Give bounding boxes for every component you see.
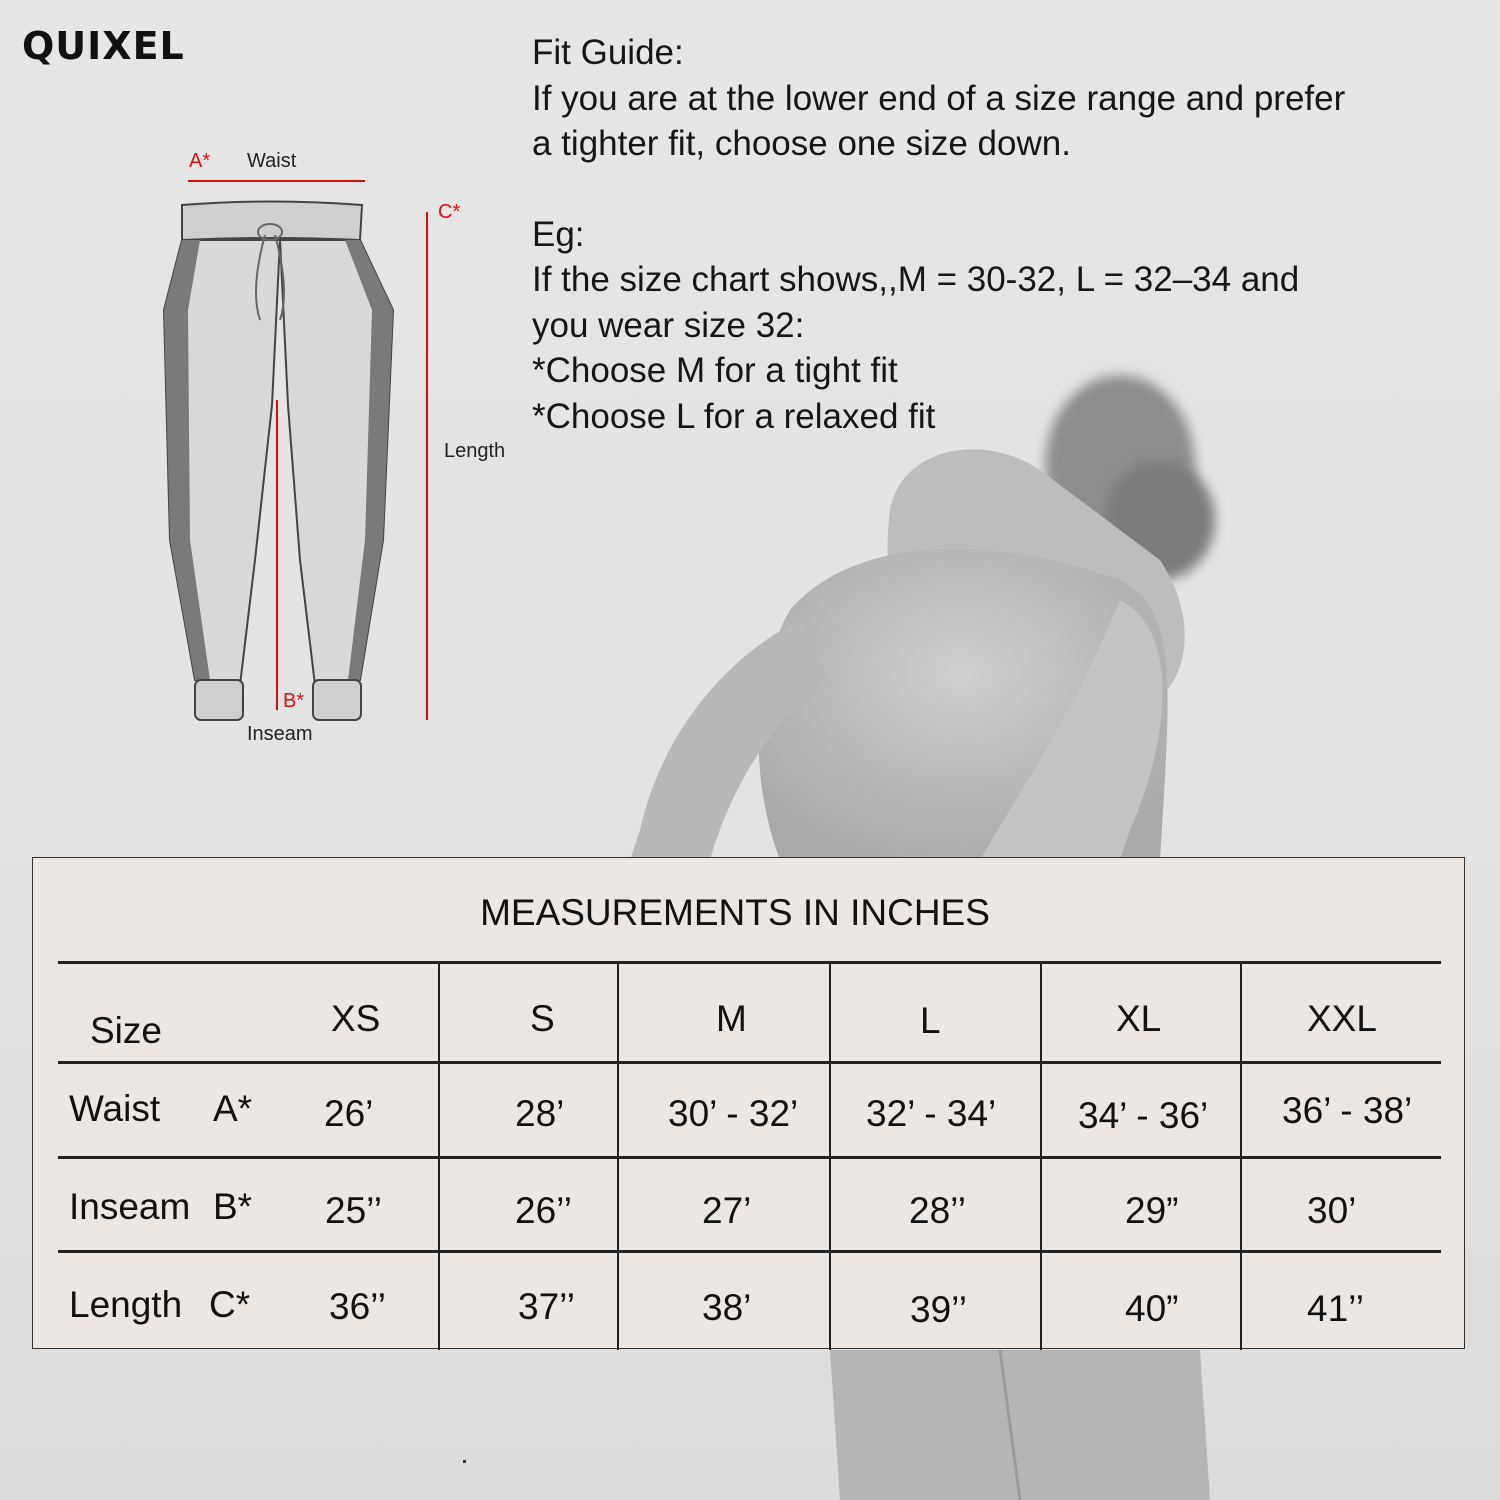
row-marker-length: C* <box>209 1284 251 1325</box>
row-marker-waist: A* <box>213 1088 253 1129</box>
table-rule <box>617 963 619 1350</box>
table-cell: 27’ <box>702 1190 752 1231</box>
fit-guide-line: If the size chart shows,,M = 30-32, L = 32–34 and <box>532 260 1300 299</box>
table-cell: 29” <box>1125 1190 1179 1231</box>
table-cell: 26’ <box>324 1093 374 1134</box>
table-title: MEASUREMENTS IN INCHES <box>480 892 990 933</box>
fit-guide-line: *Choose M for a tight fit <box>532 351 898 390</box>
table-cell: 32’ - 34’ <box>866 1093 997 1134</box>
row-marker-inseam: B* <box>213 1186 253 1227</box>
table-cell: 26’’ <box>515 1190 572 1231</box>
table-rule <box>829 963 831 1350</box>
table-rule <box>58 1156 1441 1159</box>
stray-dot <box>463 1460 466 1463</box>
size-col-header: S <box>530 998 555 1039</box>
inseam-label: Inseam <box>247 723 313 745</box>
table-cell: 36’ - 38’ <box>1282 1090 1413 1131</box>
size-col-header: XL <box>1116 998 1162 1039</box>
fit-guide-spacer <box>532 167 1472 212</box>
table-cell: 30’ <box>1307 1190 1357 1231</box>
fit-guide-line: you wear size 32: <box>532 305 805 345</box>
fit-guide-line: Fit Guide: <box>532 33 684 72</box>
size-col-header: XS <box>331 998 381 1039</box>
brand-logo: QUIXEL <box>22 24 185 68</box>
fit-guide-line: If you are at the lower end of a size range and prefer <box>532 78 1346 118</box>
row-label-length: Length <box>69 1284 183 1325</box>
length-label: Length <box>444 440 506 462</box>
inseam-marker: B* <box>283 690 305 712</box>
row-label-waist: Waist <box>69 1088 161 1129</box>
table-rule <box>58 961 1441 964</box>
size-col-header: M <box>716 998 747 1039</box>
table-rule <box>1240 963 1242 1350</box>
table-rule <box>58 1061 1441 1064</box>
table-cell: 39’’ <box>910 1289 967 1330</box>
fit-guide-line: a tighter fit, choose one size down. <box>532 124 1071 163</box>
table-cell: 37’’ <box>518 1286 575 1327</box>
table-rule <box>1040 963 1042 1350</box>
table-rule <box>438 963 440 1350</box>
fit-guide-line: *Choose L for a relaxed fit <box>532 396 936 436</box>
table-cell: 28’ <box>515 1093 565 1134</box>
table-cell: 36’’ <box>329 1286 386 1327</box>
table-cell: 34’ - 36’ <box>1078 1095 1209 1136</box>
table-cell: 41’’ <box>1307 1288 1364 1329</box>
size-col-header: XXL <box>1307 998 1377 1039</box>
waist-label: Waist <box>247 150 297 172</box>
size-col-header: L <box>920 1000 941 1041</box>
table-cell: 30’ - 32’ <box>668 1093 799 1134</box>
fit-guide <box>532 30 1472 439</box>
table-rule <box>58 1250 1441 1253</box>
length-marker: C* <box>438 201 461 223</box>
fit-guide-line: Eg: <box>532 214 585 254</box>
row-label-inseam: Inseam <box>69 1186 191 1227</box>
table-cell: 38’ <box>702 1287 752 1328</box>
table-cell: 28’’ <box>909 1190 966 1231</box>
table-cell: 40” <box>1125 1288 1179 1329</box>
table-cell: 25’’ <box>325 1190 382 1231</box>
waist-marker: A* <box>189 150 211 172</box>
size-header: Size <box>90 1010 162 1051</box>
